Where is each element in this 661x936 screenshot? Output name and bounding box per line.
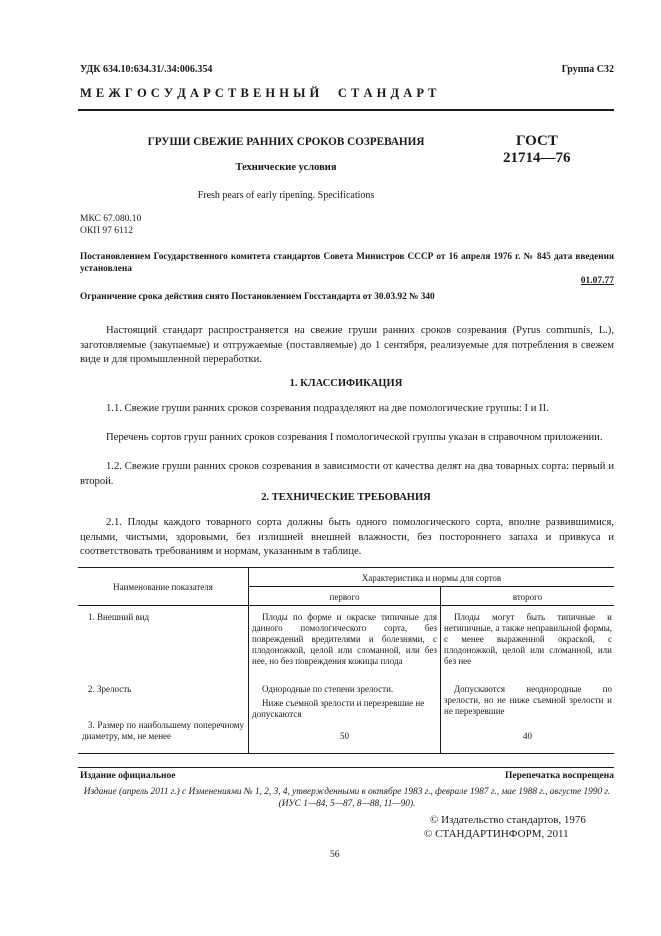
page-number: 56 <box>330 850 340 860</box>
mks-code: МКС 67.080.10 <box>80 214 142 224</box>
table-header-group: Характеристика и нормы для сортов <box>361 573 502 583</box>
section-2-heading: 2. ТЕХНИЧЕСКИЕ ТРЕБОВАНИЯ <box>261 492 431 503</box>
reprint-prohibited: Перепечатка воспрещена <box>504 771 614 781</box>
document-title: ГРУШИ СВЕЖИЕ РАННИХ СРОКОВ СОЗРЕВАНИЯ <box>147 136 425 148</box>
table-row-3-second: 40 <box>523 731 532 741</box>
table-row-2-name: 2. Зрелость <box>88 684 132 694</box>
table-row-3-name: 3. Размер по наибольшему поперечному диаметру, мм, не менее <box>82 720 244 741</box>
gost-number: 21714—76 <box>503 150 571 166</box>
introduction-date: 01.07.77 <box>580 276 614 286</box>
intro-paragraph: Настоящий стандарт распространяется на свежие груши ранних сроков созревания (Pyrus communis, L.), заготовляемые (закупаемые) и отгружаемые (поставляемые) до 1 сентября, реализуемые для потребления в свежем виде и для промышленной переработки. <box>80 325 614 365</box>
interstate-standard-banner: М Е Ж Г О С У Д А Р С Т В Е Н Н Ы Й С Т А Н Д А Р Т <box>80 86 437 100</box>
english-title: Fresh pears of early ripening. Specifications <box>197 190 375 201</box>
section-1-paragraph-1: 1.1. Свежие груши ранних сроков созревания подразделяют на две помологические группы: I и II. <box>106 403 549 414</box>
copyright-1976: © Издательство стандартов, 1976 <box>430 814 586 826</box>
table-header-rule <box>78 605 614 606</box>
table-row-1-name: 1. Внешний вид <box>88 612 150 622</box>
decree-text: Постановлением Государственного комитета стандартов Совета Министров СССР от 16 апреля 1976 г. № 845 дата введения установлена <box>80 252 614 274</box>
okp-code: ОКП 97 6112 <box>80 226 133 236</box>
limitation-notice: Ограничение срока действия снято Постановлением Госстандарта от 30.03.92 № 340 <box>80 292 435 302</box>
table-bottom-rule <box>78 753 614 754</box>
table-header-name: Наименование показателя <box>113 582 213 592</box>
table-row-2-first-a: Однородные по степени зрелости. <box>262 684 394 694</box>
footer-rule <box>78 767 614 768</box>
table-header-second: второго <box>512 592 543 602</box>
table-row-1-second: Плоды могут быть типичные и нетипичные, а также неправильной формы, с менее выраженной окраской, с плодоножкой, целой или сломанной, или без нее <box>444 612 612 666</box>
table-header-first: первого <box>329 592 360 602</box>
section-1-heading: 1. КЛАССИФИКАЦИЯ <box>289 378 403 389</box>
section-2-paragraph-1: 2.1. Плоды каждого товарного сорта должны быть одного помологического сорта, вполне развившимися, целыми, чистыми, здоровыми, без излишней внешней влажности, без постороннего запаха и привкуса и соответствовать требованиям и нормам, указанным в таблице. <box>80 517 614 557</box>
official-edition: Издание официальное <box>80 771 176 781</box>
gost-label: ГОСТ <box>516 133 558 149</box>
table-subheader-rule <box>248 586 614 587</box>
header-rule <box>78 109 614 111</box>
section-1-paragraph-2: Перечень сортов груш ранних сроков созревания I помологической группы указан в справочном приложении. <box>106 432 603 443</box>
document-subtitle: Технические условия <box>235 162 337 173</box>
table-row-1-first: Плоды по форме и окраске типичные для данного помологического сорта, без повреждений вредителями и болезнями, с плодоножкой, целой или сломанной, или без нее, но без повреждения кожицы плода <box>252 612 437 666</box>
table-row-2-second: Допускаются неоднородные по зрелости, но не ниже съемной зрелости и не перезревшие <box>444 684 612 716</box>
edition-note: Издание (апрель 2011 г.) с Изменениями № 1, 2, 3, 4, утвержденными в октябре 1983 г., феврале 1987 г., мае 1988 г., августе 1990 г. (ИУС 1—84, 5—87, 8—88, 11—90). <box>83 787 611 809</box>
udk-code: УДК 634.10:634.31/.34:006.354 <box>80 64 213 75</box>
section-1-paragraph-3: 1.2. Свежие груши ранних сроков созревания в зависимости от качества делят на два товарных сорта: первый и второй. <box>80 461 614 487</box>
copyright-2011: © СТАНДАРТИНФОРМ, 2011 <box>424 828 569 840</box>
table-row-3-first: 50 <box>340 731 349 741</box>
table-top-rule <box>78 567 614 568</box>
table-row-2-first-b: Ниже съемной зрелости и перезревшие не допускаются <box>252 698 425 719</box>
group-code: Группа С32 <box>561 64 614 75</box>
